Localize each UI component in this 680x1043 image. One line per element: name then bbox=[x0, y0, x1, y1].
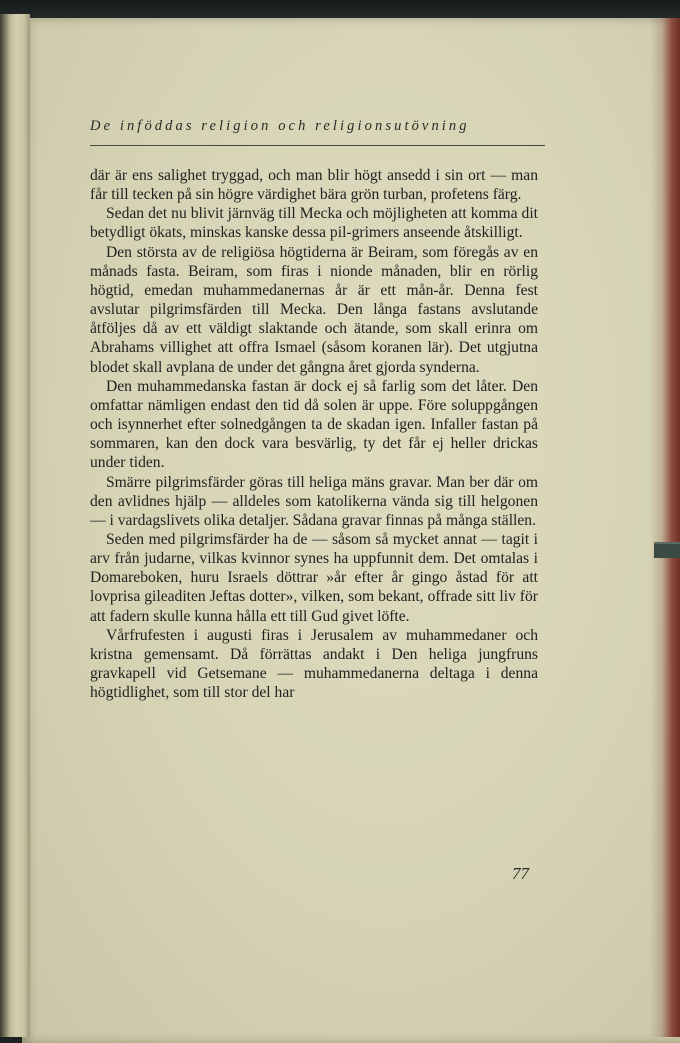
paragraph: Seden med pilgrimsfärder ha de — såsom så mycket annat — tagit i arv från judarne, vilkas kvinnor synes ha uppfunnit dem. Det omtalas i Domareboken, huru Israels döttrar »år efter år gingo åstad för att lovprisa gileaditen Jeftas dotter», vilken, som bekant, offrade sitt liv för att fadern skulle kunna hålla ett till Gud givet löfte. bbox=[90, 530, 538, 625]
page-marker-tab bbox=[654, 542, 680, 558]
paragraph: Sedan det nu blivit järnväg till Mecka och möjligheten att komma dit betydligt ökats, minskas kanske dessa pil-grimers anseende åtskilligt. bbox=[90, 205, 538, 242]
running-header: De inföddas religion och religionsutövning bbox=[90, 118, 470, 134]
book-cover-edge bbox=[650, 18, 680, 1037]
header-rule bbox=[90, 145, 545, 146]
paragraph: där är ens salighet tryggad, och man blir högt ansedd i sin ort — man får till tecken på sin högre värdighet bära grön turban, profetens färg. bbox=[90, 167, 538, 204]
paragraph: Den muhammedanska fastan är dock ej så farlig som det låter. Den omfattar nämligen endast den tid då solen är uppe. Före soluppgången och isynnerhet efter solnedgången ta de skadan igen. Infaller fastan på sommaren, kan den dock vara besvärlig, ty det får ej heller drickas under tiden. bbox=[90, 377, 538, 472]
page-number: 77 bbox=[512, 864, 529, 883]
book-spine-edge bbox=[0, 14, 30, 1037]
paragraph: Vårfrufesten i augusti firas i Jerusalem av muhammedaner och kristna gemensamt. Då förrättas andakt i Den heliga jungfruns gravkapell vid Getsemane — muhammedanerna deltaga i denna högtidlighet, som till stor del har bbox=[90, 626, 538, 702]
body-text bbox=[90, 166, 538, 702]
paragraph: Smärre pilgrimsfärder göras till heliga mäns gravar. Man ber där om den avlidnes hjälp — alldeles som katolikerna vända sig till helgonen — i vardagslivets olika detaljer. Sådana gravar finnas på många ställen. bbox=[90, 473, 538, 529]
paragraph: Den största av de religiösa högtiderna är Beiram, som föregås av en månads fasta. Beiram, som firas i nionde månaden, blir en rörlig högtid, emedan muhammedanernas år är ett mån-år. Denna fest avslutar pilgrimsfärden till Mecka. Den långa fastans avslutande åtföljes då av ett väldigt slaktande och ätande, som skall erinra om Abrahams villighet att offra Ismael (såsom koranen lär). Det utgjutna blodet skall avplana de under det gångna året gjorda synderna. bbox=[90, 243, 538, 376]
